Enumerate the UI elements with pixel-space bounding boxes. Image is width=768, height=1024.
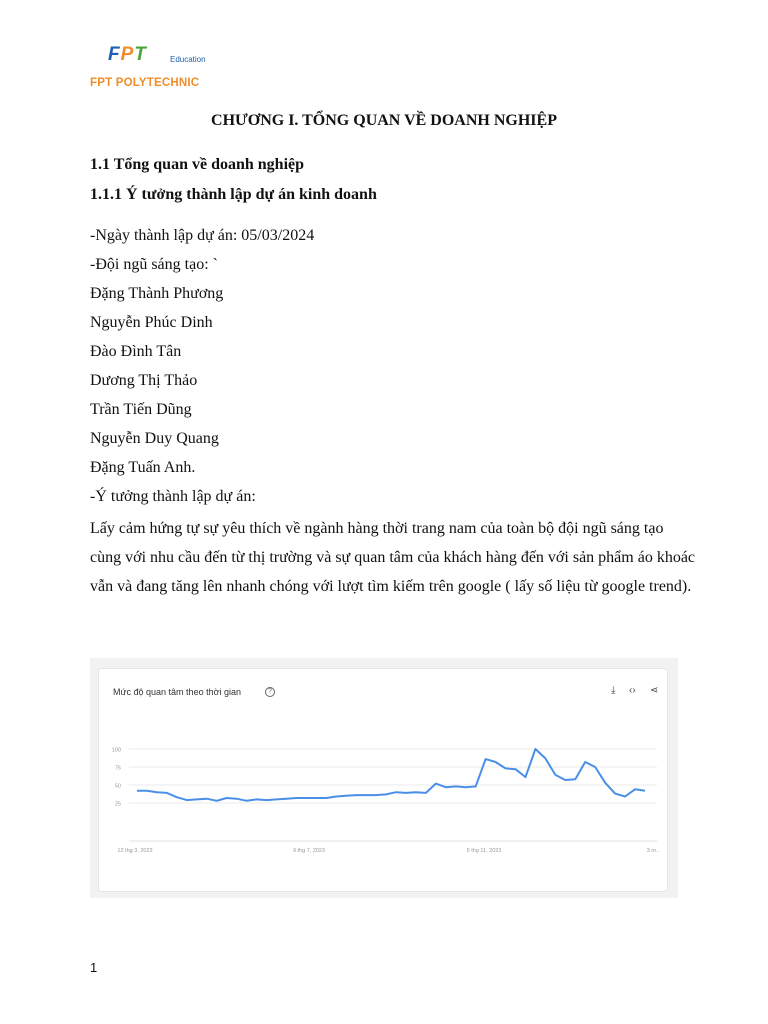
team-member: Đặng Tuấn Anh. bbox=[90, 459, 196, 476]
logo-letter-f: F bbox=[108, 44, 121, 65]
download-icon[interactable]: ⤓ bbox=[611, 685, 616, 696]
share-icon[interactable]: ⋖ bbox=[650, 685, 659, 696]
chart-title: Mức độ quan tâm theo thời gian bbox=[113, 687, 241, 697]
team-label-line: -Đội ngũ sáng tạo: ` bbox=[90, 256, 218, 273]
y-tick-label: 25 bbox=[114, 801, 121, 808]
trend-line-chart bbox=[99, 669, 667, 891]
section-heading-1-1: 1.1 Tổng quan về doanh nghiệp bbox=[90, 156, 305, 173]
founding-date-line: -Ngày thành lập dự án: 05/03/2024 bbox=[90, 227, 315, 244]
logo-education-text: Education bbox=[170, 55, 206, 64]
trends-chart-card bbox=[98, 668, 668, 892]
idea-label-line: -Ý tưởng thành lập dự án: bbox=[90, 488, 256, 505]
x-tick-label: 5 thg 11, 2023 bbox=[466, 848, 502, 854]
y-tick-label: 75 bbox=[114, 765, 121, 772]
team-member: Đào Đình Tân bbox=[90, 343, 182, 360]
y-tick-label: 50 bbox=[114, 783, 121, 790]
page-number: 1 bbox=[90, 960, 98, 975]
y-tick-label: 100 bbox=[111, 747, 121, 754]
chapter-title: CHƯƠNG I. TỔNG QUAN VỀ DOANH NGHIỆP bbox=[211, 112, 557, 129]
team-member: Nguyễn Phúc Dinh bbox=[90, 314, 213, 331]
series-line bbox=[137, 749, 645, 801]
info-lines bbox=[90, 224, 314, 514]
trends-chart-screenshot bbox=[90, 658, 678, 898]
x-tick-label: 12 thg 3, 2023 bbox=[117, 848, 153, 854]
help-icon[interactable]: ? bbox=[265, 687, 275, 697]
section-heading-1-1-1: 1.1.1 Ý tưởng thành lập dự án kinh doanh bbox=[90, 186, 377, 203]
idea-paragraph: Lấy cảm hứng tự sự yêu thích về ngành hàng thời trang nam của toàn bộ đội ngũ sáng tạo cùng với nhu cầu đến từ thị trường và sự quan tâm của khách hàng đến với sản phẩm áo khoác vẫn và đang tăng lên nhanh chóng với lượt tìm kiếm trên google ( lấy số liệu từ google trend). bbox=[90, 520, 696, 595]
fpt-education-logo bbox=[108, 44, 206, 66]
x-tick-label: 3 m.. bbox=[646, 848, 659, 854]
logo-letter-p: P bbox=[120, 44, 135, 65]
team-member: Nguyễn Duy Quang bbox=[90, 430, 219, 447]
team-member: Đặng Thành Phương bbox=[90, 285, 224, 302]
school-name: FPT POLYTECHNIC bbox=[90, 77, 200, 89]
embed-icon[interactable]: ‹› bbox=[629, 685, 636, 696]
logo-letter-t: T bbox=[134, 44, 147, 65]
fpt-logo-mark bbox=[108, 44, 147, 66]
team-member: Trần Tiến Dũng bbox=[90, 401, 192, 418]
x-tick-label: 9 thg 7, 2023 bbox=[292, 848, 326, 854]
team-member: Dương Thị Thảo bbox=[90, 372, 198, 389]
